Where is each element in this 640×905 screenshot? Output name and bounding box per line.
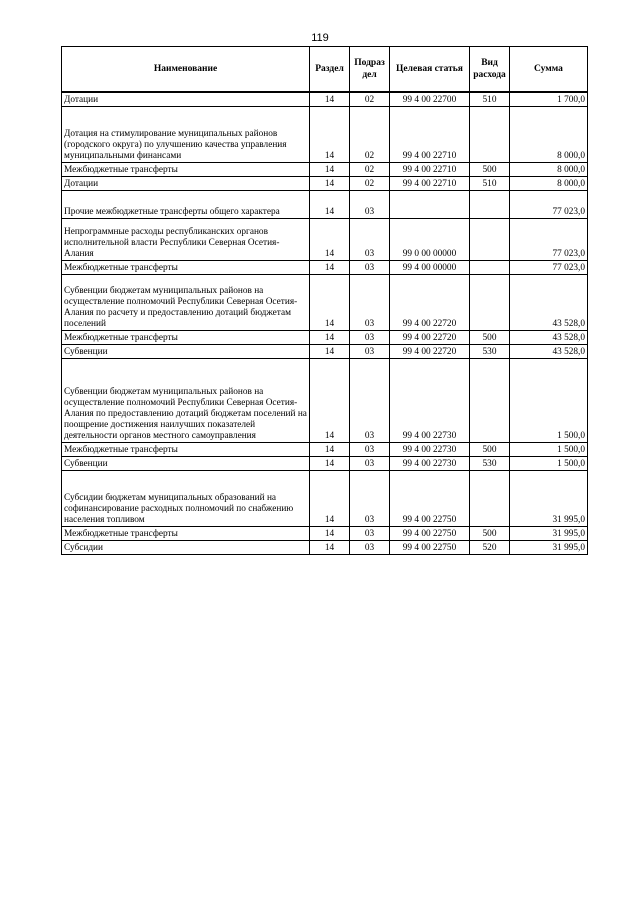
cell-amount: 77 023,0	[510, 218, 588, 260]
cell-target: 99 0 00 00000	[390, 218, 470, 260]
page-number: 119	[311, 32, 329, 44]
cell-section: 14	[310, 456, 350, 470]
cell-expense-type: 520	[470, 540, 510, 554]
header-target: Целевая статья	[390, 47, 470, 93]
cell-subsection: 03	[350, 260, 390, 274]
cell-name: Прочие межбюджетные трансферты общего характера	[62, 190, 310, 218]
header-row	[62, 47, 588, 93]
cell-expense-type: 530	[470, 456, 510, 470]
cell-expense-type: 530	[470, 344, 510, 358]
cell-subsection: 02	[350, 106, 390, 162]
table-row	[62, 526, 588, 540]
cell-subsection: 03	[350, 470, 390, 526]
cell-subsection: 03	[350, 442, 390, 456]
table-row	[62, 330, 588, 344]
cell-name: Межбюджетные трансферты	[62, 330, 310, 344]
table-row	[62, 176, 588, 190]
cell-name: Межбюджетные трансферты	[62, 260, 310, 274]
cell-subsection: 03	[350, 274, 390, 330]
cell-target: 99 4 00 22750	[390, 526, 470, 540]
table-row	[62, 442, 588, 456]
cell-name: Субвенции	[62, 344, 310, 358]
cell-expense-type	[470, 190, 510, 218]
cell-section: 14	[310, 330, 350, 344]
cell-target: 99 4 00 22710	[390, 162, 470, 176]
table-row	[62, 92, 588, 106]
cell-subsection: 02	[350, 92, 390, 106]
cell-amount: 31 995,0	[510, 526, 588, 540]
table-row	[62, 456, 588, 470]
cell-name: Межбюджетные трансферты	[62, 526, 310, 540]
table-row	[62, 540, 588, 554]
cell-amount: 1 500,0	[510, 442, 588, 456]
table-row	[62, 274, 588, 330]
cell-subsection: 03	[350, 526, 390, 540]
cell-amount: 43 528,0	[510, 274, 588, 330]
cell-section: 14	[310, 190, 350, 218]
cell-target: 99 4 00 00000	[390, 260, 470, 274]
table-row	[62, 260, 588, 274]
cell-amount: 1 500,0	[510, 456, 588, 470]
header-subsection: Подраз дел	[350, 47, 390, 93]
header-expense-type: Вид расхода	[470, 47, 510, 93]
cell-expense-type	[470, 218, 510, 260]
cell-amount: 43 528,0	[510, 330, 588, 344]
cell-expense-type	[470, 470, 510, 526]
cell-name: Непрограммные расходы республиканских органов исполнительной власти Республики Северная Осетия-Алания	[62, 218, 310, 260]
cell-target	[390, 190, 470, 218]
cell-name: Межбюджетные трансферты	[62, 162, 310, 176]
cell-section: 14	[310, 176, 350, 190]
cell-name: Дотация на стимулирование муниципальных районов (городского округа) по улучшению качества управления муниципальными финансами	[62, 106, 310, 162]
cell-section: 14	[310, 540, 350, 554]
cell-amount: 77 023,0	[510, 190, 588, 218]
cell-target: 99 4 00 22720	[390, 330, 470, 344]
budget-table	[61, 46, 588, 555]
cell-expense-type: 510	[470, 92, 510, 106]
table-row	[62, 470, 588, 526]
cell-amount: 31 995,0	[510, 470, 588, 526]
cell-target: 99 4 00 22730	[390, 456, 470, 470]
table-row	[62, 162, 588, 176]
cell-subsection: 03	[350, 330, 390, 344]
table-row	[62, 218, 588, 260]
cell-name: Дотации	[62, 176, 310, 190]
cell-section: 14	[310, 274, 350, 330]
cell-section: 14	[310, 218, 350, 260]
cell-expense-type	[470, 106, 510, 162]
cell-target: 99 4 00 22730	[390, 358, 470, 442]
cell-subsection: 03	[350, 190, 390, 218]
table-row	[62, 106, 588, 162]
cell-subsection: 03	[350, 344, 390, 358]
header-amount: Сумма	[510, 47, 588, 93]
cell-amount: 1 500,0	[510, 358, 588, 442]
cell-name: Субвенции	[62, 456, 310, 470]
cell-target: 99 4 00 22730	[390, 442, 470, 456]
cell-name: Дотации	[62, 92, 310, 106]
cell-section: 14	[310, 106, 350, 162]
cell-expense-type	[470, 274, 510, 330]
cell-name: Субвенции бюджетам муниципальных районов на осуществление полномочий Республики Северная Осетия-Алания по предоставлению дотаций бюджетам поселений на поощрение достижения наилучших показателей деятельности органов местного самоуправления	[62, 358, 310, 442]
cell-section: 14	[310, 526, 350, 540]
cell-target: 99 4 00 22700	[390, 92, 470, 106]
cell-subsection: 03	[350, 456, 390, 470]
cell-subsection: 03	[350, 358, 390, 442]
cell-expense-type: 500	[470, 330, 510, 344]
cell-target: 99 4 00 22720	[390, 344, 470, 358]
table-row	[62, 358, 588, 442]
cell-section: 14	[310, 358, 350, 442]
table-row	[62, 344, 588, 358]
cell-subsection: 03	[350, 540, 390, 554]
cell-expense-type: 500	[470, 162, 510, 176]
cell-section: 14	[310, 260, 350, 274]
cell-name: Субсидии	[62, 540, 310, 554]
cell-section: 14	[310, 442, 350, 456]
cell-target: 99 4 00 22720	[390, 274, 470, 330]
cell-expense-type	[470, 358, 510, 442]
cell-amount: 8 000,0	[510, 162, 588, 176]
cell-subsection: 03	[350, 218, 390, 260]
cell-expense-type	[470, 260, 510, 274]
cell-amount: 8 000,0	[510, 106, 588, 162]
header-section: Раздел	[310, 47, 350, 93]
cell-section: 14	[310, 470, 350, 526]
cell-amount: 8 000,0	[510, 176, 588, 190]
cell-target: 99 4 00 22750	[390, 540, 470, 554]
header-name: Наименование	[62, 47, 310, 93]
cell-subsection: 02	[350, 176, 390, 190]
cell-name: Субсидии бюджетам муниципальных образований на софинансирование расходных полномочий по снабжению населения топливом	[62, 470, 310, 526]
cell-amount: 1 700,0	[510, 92, 588, 106]
cell-target: 99 4 00 22710	[390, 106, 470, 162]
cell-amount: 77 023,0	[510, 260, 588, 274]
cell-amount: 31 995,0	[510, 540, 588, 554]
cell-expense-type: 510	[470, 176, 510, 190]
cell-subsection: 02	[350, 162, 390, 176]
cell-expense-type: 500	[470, 526, 510, 540]
cell-section: 14	[310, 162, 350, 176]
cell-target: 99 4 00 22710	[390, 176, 470, 190]
cell-name: Межбюджетные трансферты	[62, 442, 310, 456]
cell-section: 14	[310, 344, 350, 358]
table-row	[62, 190, 588, 218]
cell-amount: 43 528,0	[510, 344, 588, 358]
cell-expense-type: 500	[470, 442, 510, 456]
cell-section: 14	[310, 92, 350, 106]
cell-target: 99 4 00 22750	[390, 470, 470, 526]
cell-name: Субвенции бюджетам муниципальных районов на осуществление полномочий Республики Северная Осетия-Алания по расчету и предоставлению дотаций бюджетам поселений	[62, 274, 310, 330]
